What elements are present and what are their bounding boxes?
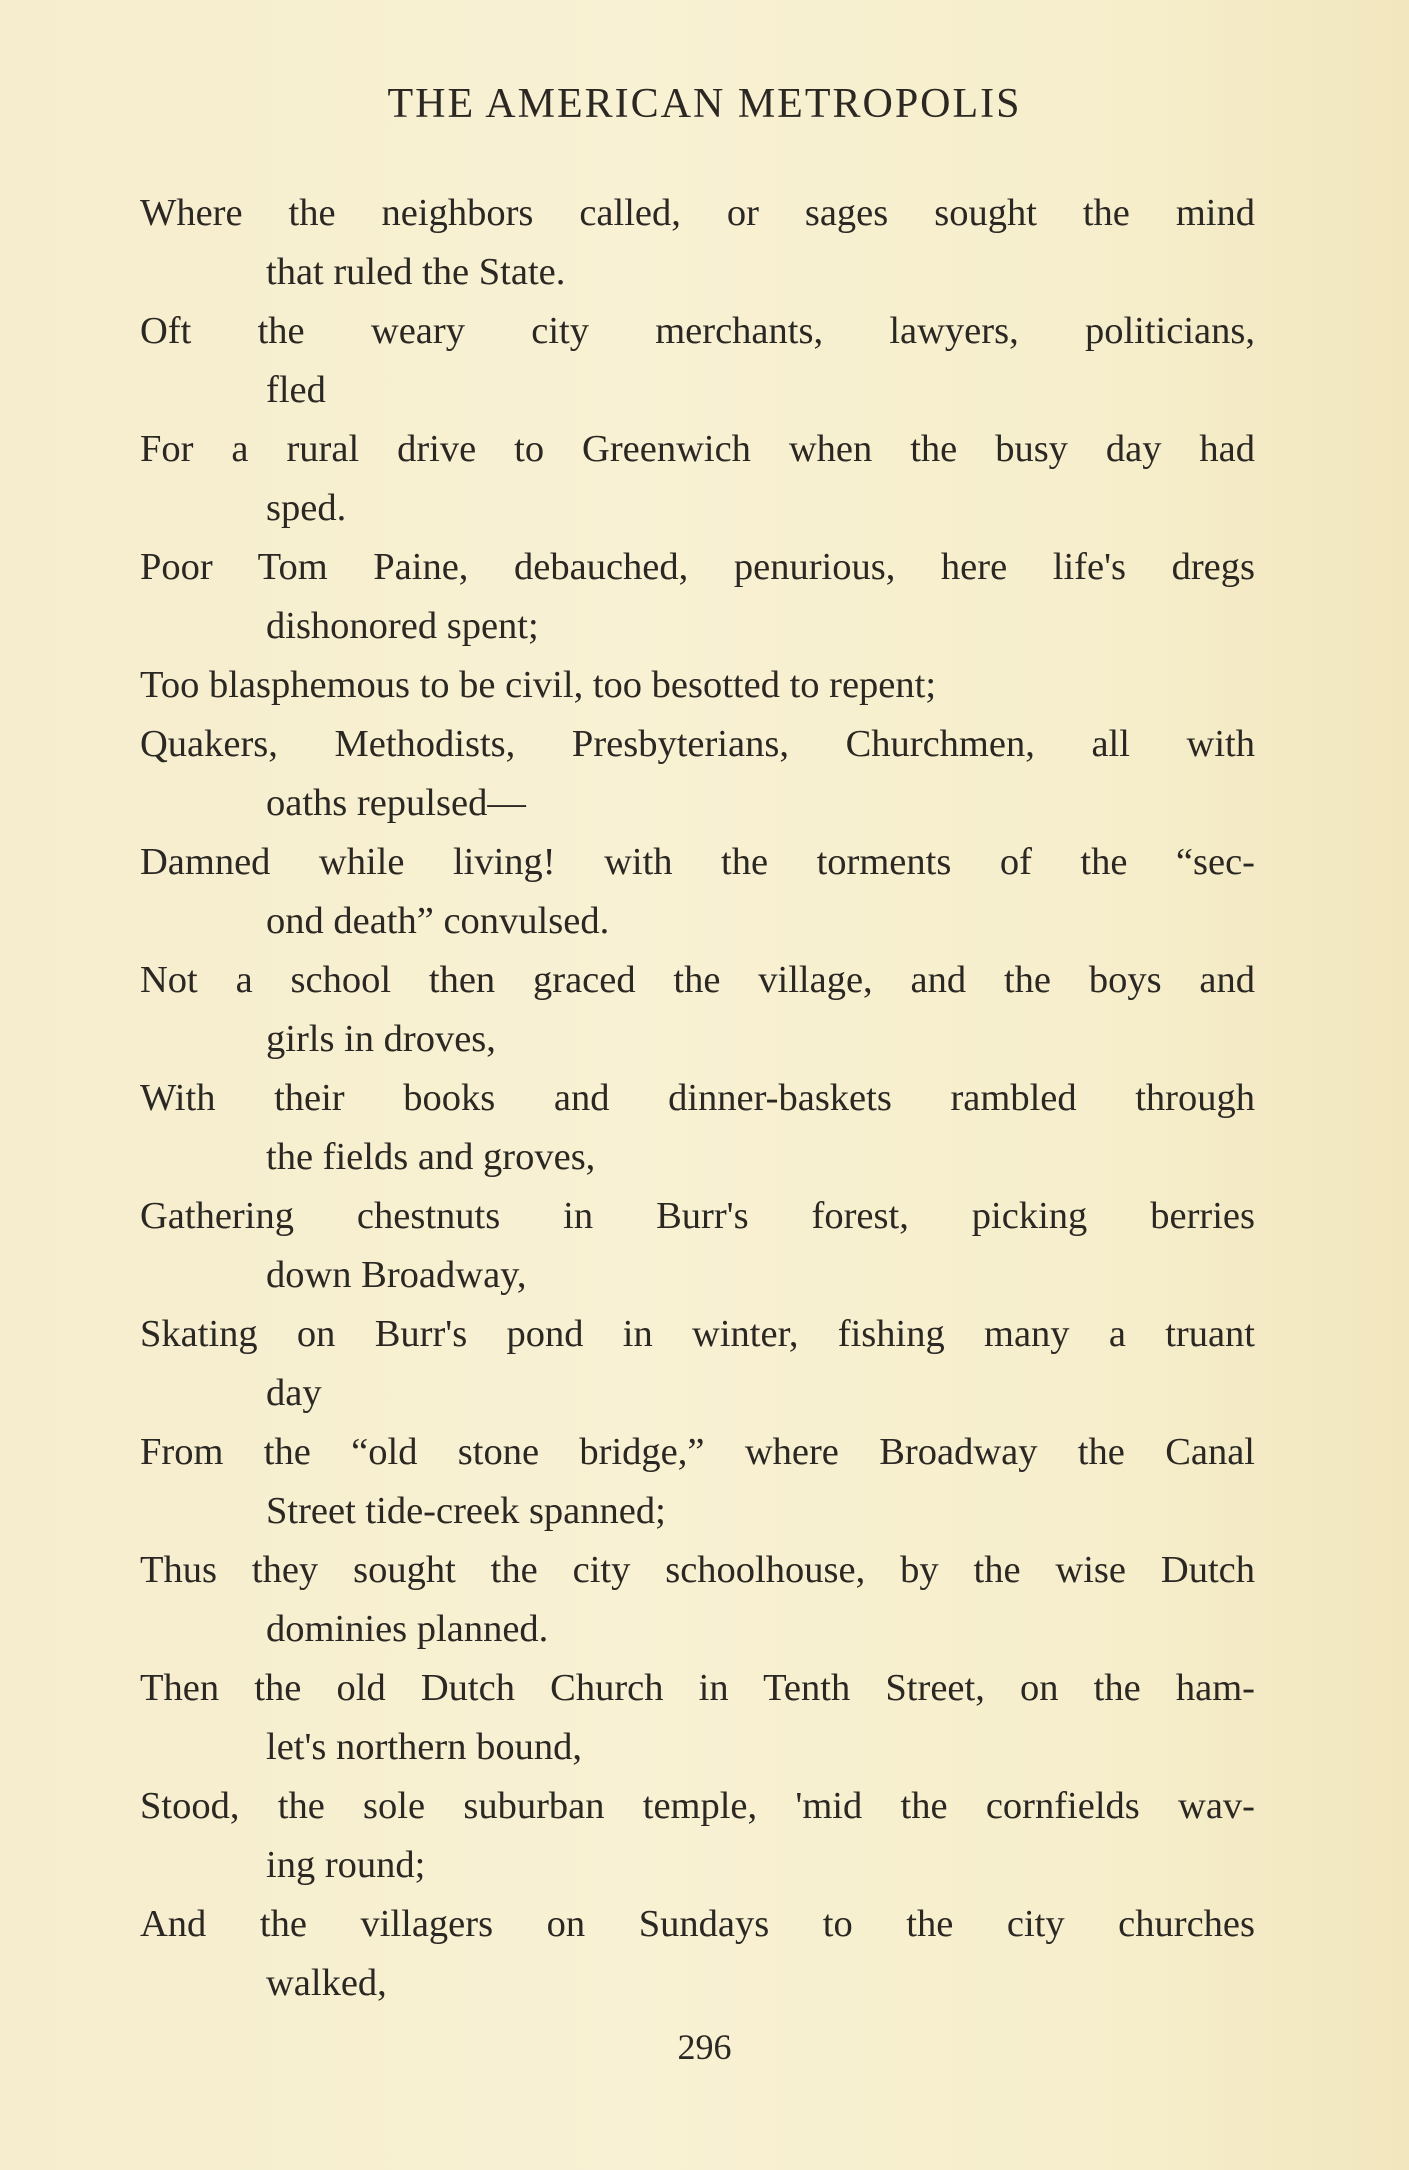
verse-line-text: For a rural drive to Greenwich when the busy day had	[140, 428, 1255, 470]
verse-line-text: Oft the weary city merchants, lawyers, politicians,	[140, 310, 1255, 352]
verse-line-text: Not a school then graced the village, and the boys and	[140, 959, 1255, 1001]
verse-line-continuation: ing round;	[266, 1844, 426, 1886]
verse-line	[140, 420, 1255, 538]
verse-line-continuation: that ruled the State.	[266, 251, 566, 293]
verse-line	[140, 656, 1255, 715]
verse-line-text: Then the old Dutch Church in Tenth Street, on the ham-	[140, 1667, 1255, 1709]
verse-line	[140, 1069, 1255, 1187]
verse-line-continuation: dominies planned.	[266, 1608, 549, 1650]
verse-line-continuation: let's northern bound,	[266, 1726, 582, 1768]
verse-line	[140, 1777, 1255, 1895]
verse-line-continuation: fled	[266, 369, 326, 411]
verse-line-continuation: sped.	[266, 487, 347, 529]
verse-line-text: With their books and dinner-baskets rambled through	[140, 1077, 1255, 1119]
verse-line-continuation: day	[266, 1372, 322, 1414]
verse-line	[140, 538, 1255, 656]
verse-line	[140, 184, 1255, 302]
verse-line-text: Stood, the sole suburban temple, 'mid the cornfields wav-	[140, 1785, 1255, 1827]
verse-line-continuation: the fields and groves,	[266, 1136, 596, 1178]
verse-line-continuation: Street tide-creek spanned;	[266, 1490, 666, 1532]
verse-line-text: Skating on Burr's pond in winter, fishing many a truant	[140, 1313, 1255, 1355]
verse-line-text: From the “old stone bridge,” where Broadway the Canal	[140, 1431, 1255, 1473]
verse-line-continuation: oaths repulsed—	[266, 782, 526, 824]
verse-line-continuation: dishonored spent;	[266, 605, 539, 647]
running-title: THE AMERICAN METROPOLIS	[387, 81, 1022, 127]
verse-line	[140, 1895, 1255, 2013]
verse-line-text: And the villagers on Sundays to the city churches	[140, 1903, 1255, 1945]
verse-line-text: Too blasphemous to be civil, too besotted to repent;	[140, 664, 937, 706]
verse-line	[140, 1423, 1255, 1541]
verse-line	[140, 1659, 1255, 1777]
verse-line-text: Damned while living! with the torments of the “sec-	[140, 841, 1255, 883]
verse-line	[140, 951, 1255, 1069]
verse-line-continuation: walked,	[266, 1962, 387, 2004]
verse-line-continuation: down Broadway,	[266, 1254, 527, 1296]
verse-line-text: Gathering chestnuts in Burr's forest, picking berries	[140, 1195, 1255, 1237]
verse-line	[140, 833, 1255, 951]
page-number: 296	[677, 2027, 732, 2067]
verse-line-text: Quakers, Methodists, Presbyterians, Churchmen, all with	[140, 723, 1255, 765]
verse-line-text: Thus they sought the city schoolhouse, by the wise Dutch	[140, 1549, 1255, 1591]
poem-body	[140, 184, 1255, 2013]
verse-line	[140, 1305, 1255, 1423]
verse-line	[140, 1541, 1255, 1659]
verse-line-text: Poor Tom Paine, debauched, penurious, here life's dregs	[140, 546, 1255, 588]
verse-line-text: Where the neighbors called, or sages sought the mind	[140, 192, 1255, 234]
verse-line	[140, 1187, 1255, 1305]
verse-line-continuation: girls in droves,	[266, 1018, 496, 1060]
verse-line	[140, 715, 1255, 833]
verse-line-continuation: ond death” convulsed.	[266, 900, 610, 942]
verse-line	[140, 302, 1255, 420]
